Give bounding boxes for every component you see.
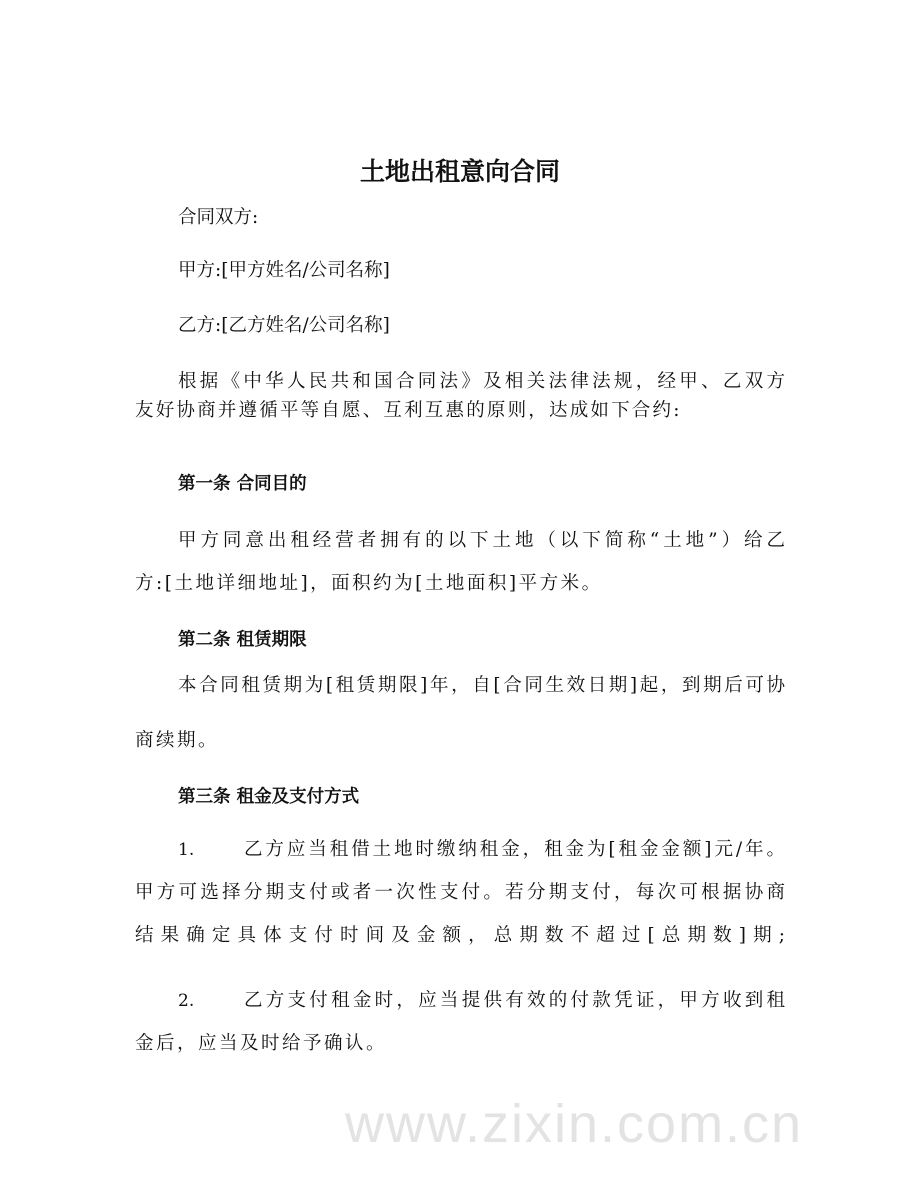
article2-line: 商续期。 — [135, 730, 220, 751]
list-item-line: 结果确定具体支付时间及金额，总期数不超过[总期数]期; — [135, 925, 785, 946]
list-item-line: 乙方应当租借土地时缴纳租金，租金为[租金金额]元/年。 — [244, 839, 785, 860]
article1-line: 甲方同意出租经营者拥有的以下土地（以下简称“土地”）给乙 — [178, 530, 785, 551]
article1-line: 方:[土地详细地址]，面积约为[土地面积]平方米。 — [135, 573, 603, 594]
preamble-line: 友好协商并遵循平等自愿、互利互惠的原则，达成如下合约: — [135, 400, 682, 421]
article1-heading: 第一条 合同目的 — [178, 474, 307, 494]
article2-heading: 第二条 租赁期限 — [178, 630, 307, 650]
list-item-line: 甲方可选择分期支付或者一次性支付。若分期支付，每次可根据协商 — [135, 882, 785, 903]
document-title: 土地出租意向合同 — [359, 157, 560, 186]
list-number: 1. — [178, 840, 195, 860]
list-item-line: 金后，应当及时给予确认。 — [135, 1033, 388, 1054]
party-b: 乙方:[乙方姓名/公司名称] — [178, 315, 390, 336]
article2-line: 本合同租赁期为[租赁期限]年，自[合同生效日期]起，到期后可协 — [178, 675, 785, 696]
article3-heading: 第三条 租金及支付方式 — [178, 787, 360, 807]
preamble-line: 根据《中华人民共和国合同法》及相关法律法规，经甲、乙双方 — [178, 371, 785, 392]
party-a: 甲方:[甲方姓名/公司名称] — [178, 260, 390, 281]
parties-heading: 合同双方: — [178, 207, 259, 228]
watermark: www.zixin.com.cn — [345, 1094, 804, 1154]
list-item-line: 乙方支付租金时，应当提供有效的付款凭证，甲方收到租 — [244, 990, 785, 1011]
list-number: 2. — [178, 991, 195, 1011]
